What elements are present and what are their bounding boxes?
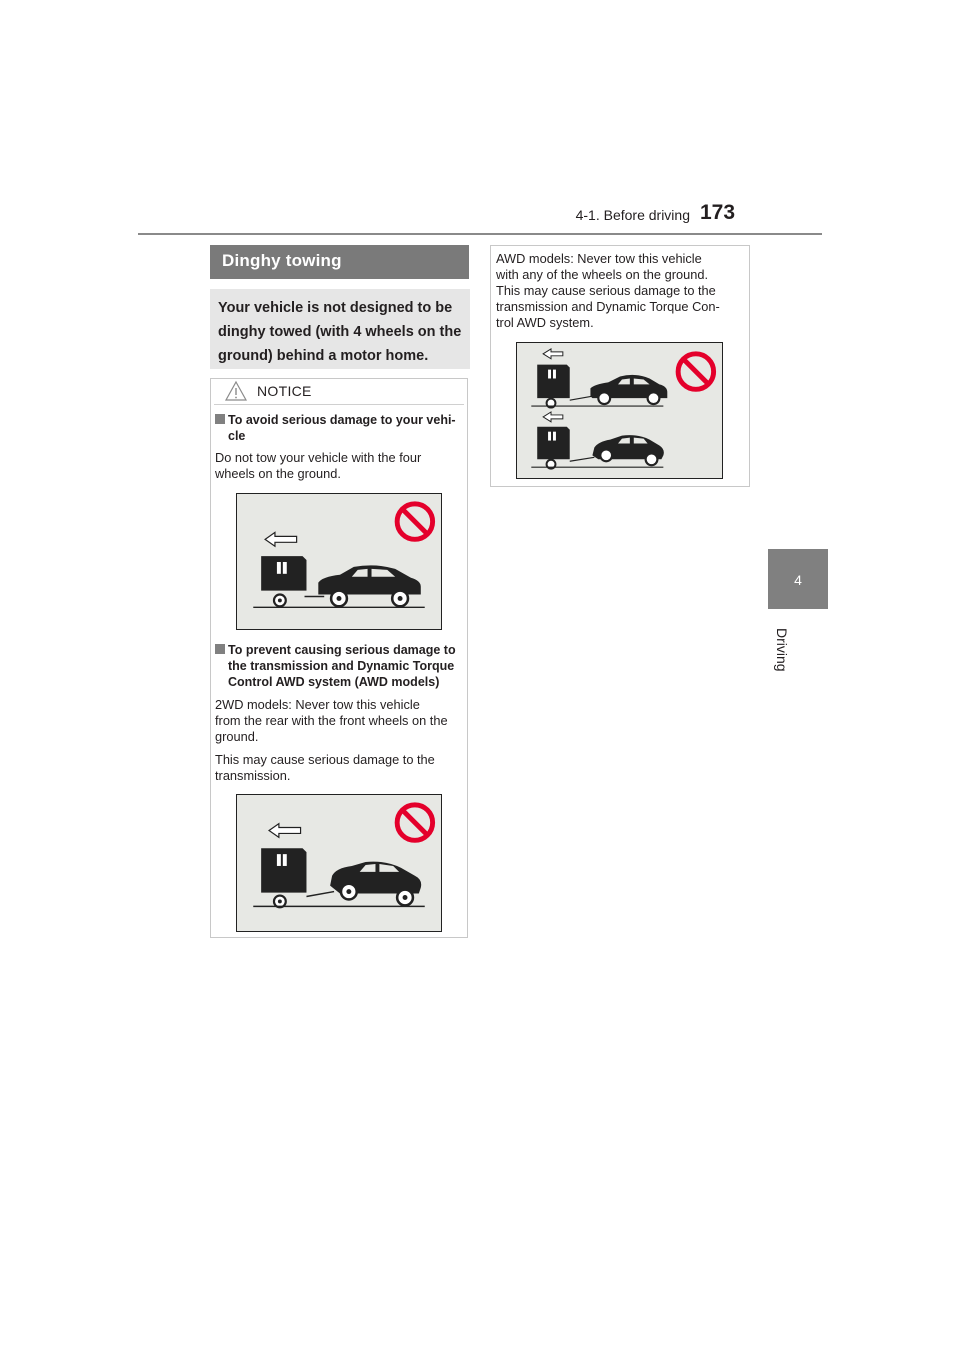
notice-divider [214, 404, 464, 405]
bullet-square-icon [215, 414, 225, 424]
awd-no-towing-figure [516, 342, 723, 479]
notice-body-line: 2WD models: Never tow this vehicle [215, 697, 420, 712]
notice-item-heading [215, 642, 465, 658]
notice-item-heading [215, 412, 465, 428]
warning-triangle-icon [224, 380, 248, 402]
notice-body-line: This may cause serious damage to the [215, 752, 435, 767]
notice-body-line: from the rear with the front wheels on the [215, 713, 448, 728]
awd-text-line: trol AWD system. [496, 315, 594, 330]
notice-item-heading-line: To avoid serious damage to your vehi- [228, 413, 456, 427]
notice-body-line: transmission. [215, 768, 291, 783]
chapter-number: 4 [794, 572, 802, 588]
notice-item-heading-cont: the transmission and Dynamic Torque [228, 659, 455, 673]
no-four-wheels-towing-figure [236, 493, 442, 630]
bullet-square-icon [215, 644, 225, 654]
awd-text-line: This may cause serious damage to the [496, 283, 716, 298]
section-title: 4-1. Before driving [575, 207, 690, 223]
chapter-label-text: Driving [774, 628, 790, 672]
awd-text-line: AWD models: Never tow this vehicle [496, 251, 702, 266]
intro-text: Your vehicle is not designed to be dinghy towed (with 4 wheels on the ground) behind a motor home. [218, 300, 462, 364]
awd-text-line: transmission and Dynamic Torque Con- [496, 299, 720, 314]
notice-item-heading-cont: cle [228, 429, 246, 443]
notice-label: NOTICE [257, 383, 312, 399]
notice-item-heading-line: To prevent causing serious damage to [228, 643, 456, 657]
no-rear-towing-figure [236, 794, 442, 932]
page-number: 173 [700, 201, 736, 224]
awd-text-line: with any of the wheels on the ground. [496, 267, 708, 282]
notice-item-heading-cont: Control AWD system (AWD models) [228, 675, 440, 689]
notice-body-line: ground. [215, 729, 259, 744]
notice-body-line: wheels on the ground. [215, 466, 341, 481]
chapter-label [762, 628, 802, 698]
header-rule [138, 233, 822, 235]
section-heading: Dinghy towing [222, 251, 342, 270]
notice-body-line: Do not tow your vehicle with the four [215, 450, 422, 465]
